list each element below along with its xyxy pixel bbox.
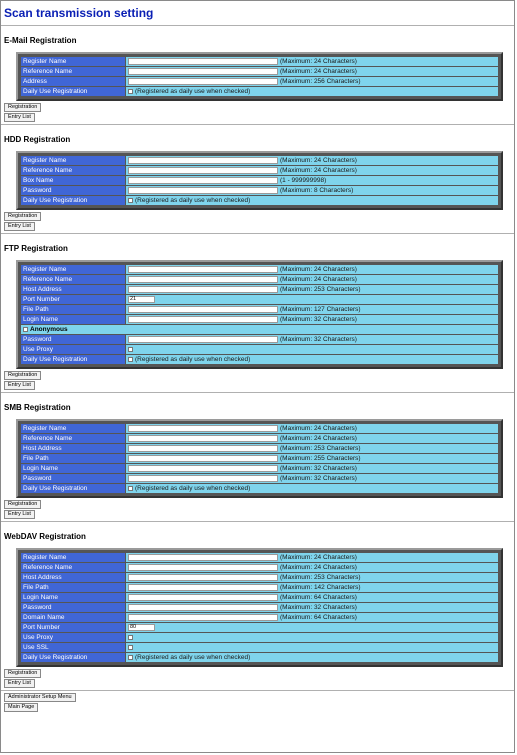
- register-name-label: Register Name: [21, 156, 125, 165]
- reference-name-input[interactable]: [128, 435, 278, 442]
- register-name-input[interactable]: [128, 58, 278, 65]
- reference-name-row: [21, 563, 498, 572]
- host-address-input[interactable]: [128, 574, 278, 581]
- register-name-row: [21, 265, 498, 274]
- password-hint: (Maximum: 32 Characters): [280, 336, 357, 343]
- password-hint: (Maximum: 8 Characters): [280, 187, 354, 194]
- anonymous-checkbox[interactable]: [23, 327, 28, 332]
- use-proxy-row: [21, 633, 498, 642]
- register-name-hint: (Maximum: 24 Characters): [280, 425, 357, 432]
- password-input[interactable]: [128, 604, 278, 611]
- password-row: [21, 603, 498, 612]
- password-input[interactable]: [128, 336, 278, 343]
- entry-list-button[interactable]: Entry List: [4, 679, 35, 688]
- login-name-row: [21, 315, 498, 324]
- divider: [1, 233, 514, 234]
- file-path-row: [21, 305, 498, 314]
- file-path-input[interactable]: [128, 584, 278, 591]
- host-address-hint: (Maximum: 253 Characters): [280, 445, 361, 452]
- registration-button[interactable]: Registration: [4, 212, 41, 221]
- register-name-input[interactable]: [128, 157, 278, 164]
- login-name-input[interactable]: [128, 594, 278, 601]
- host-address-hint: (Maximum: 253 Characters): [280, 574, 361, 581]
- main-page-button[interactable]: Main Page: [4, 703, 38, 712]
- login-name-label: Login Name: [21, 593, 125, 602]
- register-name-row: [21, 424, 498, 433]
- box-name-label: Box Name: [21, 176, 125, 185]
- box-name-hint: (1 - 999999998): [280, 177, 327, 184]
- domain-name-hint: (Maximum: 64 Characters): [280, 614, 357, 621]
- port-number-input[interactable]: 80: [128, 624, 155, 631]
- password-label: Password: [21, 474, 125, 483]
- host-address-row: [21, 444, 498, 453]
- daily-use-label: Daily Use Registration: [21, 355, 125, 364]
- daily-use-row: [21, 484, 498, 493]
- file-path-hint: (Maximum: 127 Characters): [280, 306, 361, 313]
- file-path-hint: (Maximum: 255 Characters): [280, 455, 361, 462]
- smb-form: [16, 419, 503, 498]
- hdd-form: [16, 151, 503, 210]
- file-path-row: [21, 583, 498, 592]
- anonymous-label: Anonymous: [30, 326, 68, 333]
- login-name-input[interactable]: [128, 465, 278, 472]
- divider: [1, 521, 514, 522]
- file-path-label: File Path: [21, 583, 125, 592]
- reference-name-hint: (Maximum: 24 Characters): [280, 167, 357, 174]
- host-address-label: Host Address: [21, 573, 125, 582]
- entry-list-button[interactable]: Entry List: [4, 510, 35, 519]
- login-name-hint: (Maximum: 64 Characters): [280, 594, 357, 601]
- page-title: Scan transmission setting: [4, 6, 154, 20]
- file-path-hint: (Maximum: 142 Characters): [280, 584, 361, 591]
- box-name-input[interactable]: [128, 177, 278, 184]
- use-ssl-row: [21, 643, 498, 652]
- reference-name-label: Reference Name: [21, 166, 125, 175]
- divider: [1, 124, 514, 125]
- use-ssl-checkbox[interactable]: [128, 645, 133, 650]
- reference-name-row: [21, 275, 498, 284]
- file-path-row: [21, 454, 498, 463]
- file-path-input[interactable]: [128, 306, 278, 313]
- divider: [1, 25, 514, 26]
- domain-name-label: Domain Name: [21, 613, 125, 622]
- daily-use-label: Daily Use Registration: [21, 653, 125, 662]
- register-name-row: [21, 156, 498, 165]
- section-title: HDD Registration: [4, 135, 71, 144]
- section-title: SMB Registration: [4, 403, 71, 412]
- address-row: [21, 77, 498, 86]
- reference-name-input[interactable]: [128, 276, 278, 283]
- login-name-label: Login Name: [21, 315, 125, 324]
- daily-use-checkbox[interactable]: [128, 89, 133, 94]
- register-name-hint: (Maximum: 24 Characters): [280, 266, 357, 273]
- password-label: Password: [21, 603, 125, 612]
- daily-use-row: [21, 653, 498, 662]
- reference-name-hint: (Maximum: 24 Characters): [280, 435, 357, 442]
- register-name-input[interactable]: [128, 554, 278, 561]
- port-number-label: Port Number: [21, 295, 125, 304]
- section-title: WebDAV Registration: [4, 532, 86, 541]
- daily-use-label: Daily Use Registration: [21, 196, 125, 205]
- login-name-hint: (Maximum: 32 Characters): [280, 465, 357, 472]
- divider: [1, 392, 514, 393]
- administrator-setup-menu-button[interactable]: Administrator Setup Menu: [4, 693, 76, 702]
- register-name-row: [21, 553, 498, 562]
- register-name-hint: (Maximum: 24 Characters): [280, 554, 357, 561]
- ftp-form: [16, 260, 503, 369]
- hdd-section: [1, 135, 514, 234]
- reference-name-hint: (Maximum: 24 Characters): [280, 68, 357, 75]
- use-proxy-checkbox[interactable]: [128, 347, 133, 352]
- use-proxy-row: [21, 345, 498, 354]
- register-name-row: [21, 57, 498, 66]
- file-path-label: File Path: [21, 305, 125, 314]
- ftp-section: [1, 244, 514, 393]
- host-address-label: Host Address: [21, 444, 125, 453]
- section-title: FTP Registration: [4, 244, 68, 253]
- daily-use-label: Daily Use Registration: [21, 87, 125, 96]
- daily-use-hint: (Registered as daily use when checked): [135, 88, 251, 95]
- smb-section: [1, 403, 514, 522]
- daily-use-checkbox[interactable]: [128, 357, 133, 362]
- port-number-input[interactable]: 21: [128, 296, 155, 303]
- password-input[interactable]: [128, 187, 278, 194]
- registration-button[interactable]: Registration: [4, 103, 41, 112]
- webdav-form: [16, 548, 503, 667]
- password-input[interactable]: [128, 475, 278, 482]
- footer-buttons: [4, 693, 514, 712]
- daily-use-row: [21, 355, 498, 364]
- address-hint: (Maximum: 256 Characters): [280, 78, 361, 85]
- anonymous-row: [21, 325, 498, 334]
- password-row: [21, 186, 498, 195]
- use-ssl-label: Use SSL: [21, 643, 125, 652]
- host-address-row: [21, 285, 498, 294]
- box-name-row: [21, 176, 498, 185]
- use-proxy-label: Use Proxy: [21, 345, 125, 354]
- register-name-label: Register Name: [21, 424, 125, 433]
- webdav-section: [1, 532, 514, 691]
- password-row: [21, 474, 498, 483]
- reference-name-input[interactable]: [128, 68, 278, 75]
- address-input[interactable]: [128, 78, 278, 85]
- file-path-label: File Path: [21, 454, 125, 463]
- reference-name-input[interactable]: [128, 564, 278, 571]
- register-name-hint: (Maximum: 24 Characters): [280, 58, 357, 65]
- reference-name-row: [21, 67, 498, 76]
- register-name-input[interactable]: [128, 266, 278, 273]
- daily-use-row: [21, 196, 498, 205]
- reference-name-label: Reference Name: [21, 275, 125, 284]
- daily-use-hint: (Registered as daily use when checked): [135, 485, 251, 492]
- password-hint: (Maximum: 32 Characters): [280, 604, 357, 611]
- daily-use-checkbox[interactable]: [128, 655, 133, 660]
- entry-list-button[interactable]: Entry List: [4, 222, 35, 231]
- register-name-label: Register Name: [21, 265, 125, 274]
- port-number-row: [21, 623, 498, 632]
- use-proxy-checkbox[interactable]: [128, 635, 133, 640]
- daily-use-hint: (Registered as daily use when checked): [135, 197, 251, 204]
- entry-list-button[interactable]: Entry List: [4, 113, 35, 122]
- login-name-hint: (Maximum: 32 Characters): [280, 316, 357, 323]
- reference-name-label: Reference Name: [21, 67, 125, 76]
- port-number-row: [21, 295, 498, 304]
- port-number-label: Port Number: [21, 623, 125, 632]
- email-section: [1, 36, 514, 125]
- use-proxy-label: Use Proxy: [21, 633, 125, 642]
- divider: [1, 690, 514, 691]
- password-row: [21, 335, 498, 344]
- host-address-hint: (Maximum: 253 Characters): [280, 286, 361, 293]
- login-name-row: [21, 464, 498, 473]
- reference-name-label: Reference Name: [21, 434, 125, 443]
- daily-use-checkbox[interactable]: [128, 198, 133, 203]
- email-form: [16, 52, 503, 101]
- register-name-label: Register Name: [21, 553, 125, 562]
- registration-button[interactable]: Registration: [4, 669, 41, 678]
- registration-button[interactable]: Registration: [4, 371, 41, 380]
- file-path-input[interactable]: [128, 455, 278, 462]
- register-name-label: Register Name: [21, 57, 125, 66]
- host-address-input[interactable]: [128, 445, 278, 452]
- daily-use-row: [21, 87, 498, 96]
- daily-use-label: Daily Use Registration: [21, 484, 125, 493]
- domain-name-row: [21, 613, 498, 622]
- register-name-hint: (Maximum: 24 Characters): [280, 157, 357, 164]
- login-name-row: [21, 593, 498, 602]
- register-name-input[interactable]: [128, 425, 278, 432]
- password-label: Password: [21, 186, 125, 195]
- entry-list-button[interactable]: Entry List: [4, 381, 35, 390]
- address-label: Address: [21, 77, 125, 86]
- login-name-label: Login Name: [21, 464, 125, 473]
- reference-name-row: [21, 166, 498, 175]
- daily-use-hint: (Registered as daily use when checked): [135, 356, 251, 363]
- reference-name-input[interactable]: [128, 167, 278, 174]
- section-title: E-Mail Registration: [4, 36, 77, 45]
- host-address-input[interactable]: [128, 286, 278, 293]
- reference-name-hint: (Maximum: 24 Characters): [280, 276, 357, 283]
- registration-button[interactable]: Registration: [4, 500, 41, 509]
- reference-name-hint: (Maximum: 24 Characters): [280, 564, 357, 571]
- password-label: Password: [21, 335, 125, 344]
- daily-use-checkbox[interactable]: [128, 486, 133, 491]
- host-address-label: Host Address: [21, 285, 125, 294]
- reference-name-row: [21, 434, 498, 443]
- login-name-input[interactable]: [128, 316, 278, 323]
- reference-name-label: Reference Name: [21, 563, 125, 572]
- domain-name-input[interactable]: [128, 614, 278, 621]
- password-hint: (Maximum: 32 Characters): [280, 475, 357, 482]
- host-address-row: [21, 573, 498, 582]
- daily-use-hint: (Registered as daily use when checked): [135, 654, 251, 661]
